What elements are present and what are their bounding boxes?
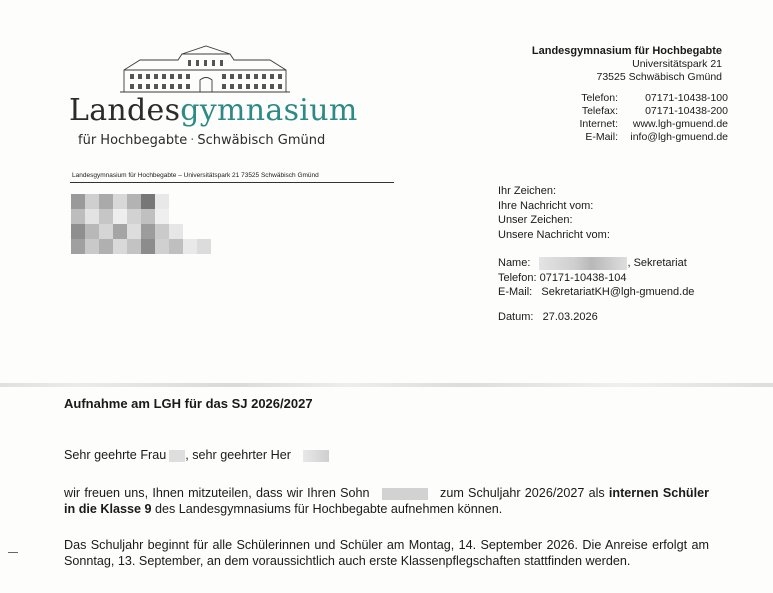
contact-value: www.lgh-gmuend.de bbox=[632, 118, 728, 130]
ref-email-value: SekretariatKH@lgh-gmuend.de bbox=[541, 286, 695, 298]
p1-part-a: wir freuen uns, Ihnen mitzuteilen, dass wir Ihren Sohn bbox=[64, 486, 370, 500]
school-building-icon bbox=[118, 44, 293, 96]
contact-label: E-Mail: bbox=[585, 131, 618, 143]
ref-datum-row bbox=[498, 310, 694, 325]
letter-subject: Aufnahme am LGH für das SJ 2026/2027 bbox=[64, 396, 313, 411]
contact-value: 07171-10438-100 bbox=[645, 92, 728, 104]
sender-street: Universitätspark 21 bbox=[632, 58, 722, 70]
letter-salutation bbox=[64, 447, 709, 463]
logo-subtitle bbox=[78, 133, 325, 148]
logo-sub-separator: · bbox=[190, 133, 195, 148]
p1-part-b: zum Schuljahr 2026/2027 als bbox=[440, 486, 605, 500]
ref-unser-zeichen: Unser Zeichen: bbox=[498, 214, 573, 226]
salutation-part-b: , sehr geehrter Her bbox=[185, 448, 291, 462]
ref-unsere-nachricht: Unsere Nachricht vom: bbox=[498, 228, 610, 241]
sender-city: 73525 Schwäbisch Gmünd bbox=[596, 71, 722, 83]
logo-sub-part2: Schwäbisch Gmünd bbox=[197, 133, 326, 148]
contact-value: 07171-10438-200 bbox=[645, 105, 728, 117]
ref-name-label: Name: bbox=[498, 257, 531, 269]
contact-row bbox=[562, 92, 728, 105]
redacted-recipient-address bbox=[71, 194, 211, 256]
ref-email-row bbox=[498, 285, 694, 300]
ref-datum-value: 27.03.2026 bbox=[542, 310, 598, 323]
ref-ihr-zeichen: Ihr Zeichen: bbox=[498, 185, 557, 197]
redacted-student-name bbox=[382, 488, 428, 500]
logo-name-part1: Landes bbox=[69, 93, 181, 128]
reference-block bbox=[498, 184, 694, 324]
redacted-surname bbox=[169, 450, 185, 462]
redacted-surname bbox=[303, 450, 329, 462]
letter-paragraph-2: Das Schuljahr beginnt für alle Schülerinnen und Schüler am Montag, 14. September 2026. Die Anreise erfolgt am Sonntag, 13. September, an dem voraussichtlich auch erste Klassenpflegschaften stattfinden werden. bbox=[64, 538, 709, 568]
scan-artifact-band bbox=[0, 383, 773, 387]
ref-ihre-nachricht: Ihre Nachricht vom: bbox=[498, 199, 594, 212]
ref-name-suffix: , Sekretariat bbox=[627, 257, 687, 269]
ref-email-label: E-Mail: bbox=[498, 286, 533, 298]
contact-label: Telefax: bbox=[581, 105, 618, 117]
p1-bold: internen Schüler in die Klasse 9 bbox=[64, 486, 710, 516]
logo-name-part2: gymnasium bbox=[180, 93, 358, 128]
logo-sub-part1: für Hochbegabte bbox=[78, 133, 188, 148]
contact-row bbox=[562, 131, 728, 144]
letter-paragraph-1 bbox=[64, 485, 709, 517]
redacted-name bbox=[539, 257, 627, 270]
contact-label: Telefon: bbox=[581, 92, 618, 104]
sender-contacts bbox=[562, 92, 728, 144]
p1-part-c: des Landesgymnasiums für Hochbegabte aufnehmen können. bbox=[155, 502, 503, 516]
sender-name: Landesgymnasium für Hochbegabte bbox=[531, 45, 722, 57]
margin-fold-mark bbox=[8, 552, 18, 553]
ref-datum-label: Datum: bbox=[498, 310, 534, 323]
ref-name-row bbox=[498, 256, 694, 271]
contact-label: Internet: bbox=[579, 118, 618, 130]
return-address-line: Landesgymnasium für Hochbegabte – Universitätspark 21 73525 Schwäbisch Gmünd bbox=[72, 172, 319, 179]
contact-row bbox=[562, 118, 728, 131]
sender-address bbox=[532, 45, 722, 84]
ref-telefon: Telefon: 07171-10438-104 bbox=[498, 271, 627, 284]
contact-value: info@lgh-gmuend.de bbox=[630, 131, 728, 143]
return-address-rule bbox=[70, 182, 394, 183]
salutation-part-a: Sehr geehrte Frau bbox=[64, 448, 167, 462]
contact-row bbox=[562, 105, 728, 118]
logo-wordmark bbox=[69, 93, 358, 128]
